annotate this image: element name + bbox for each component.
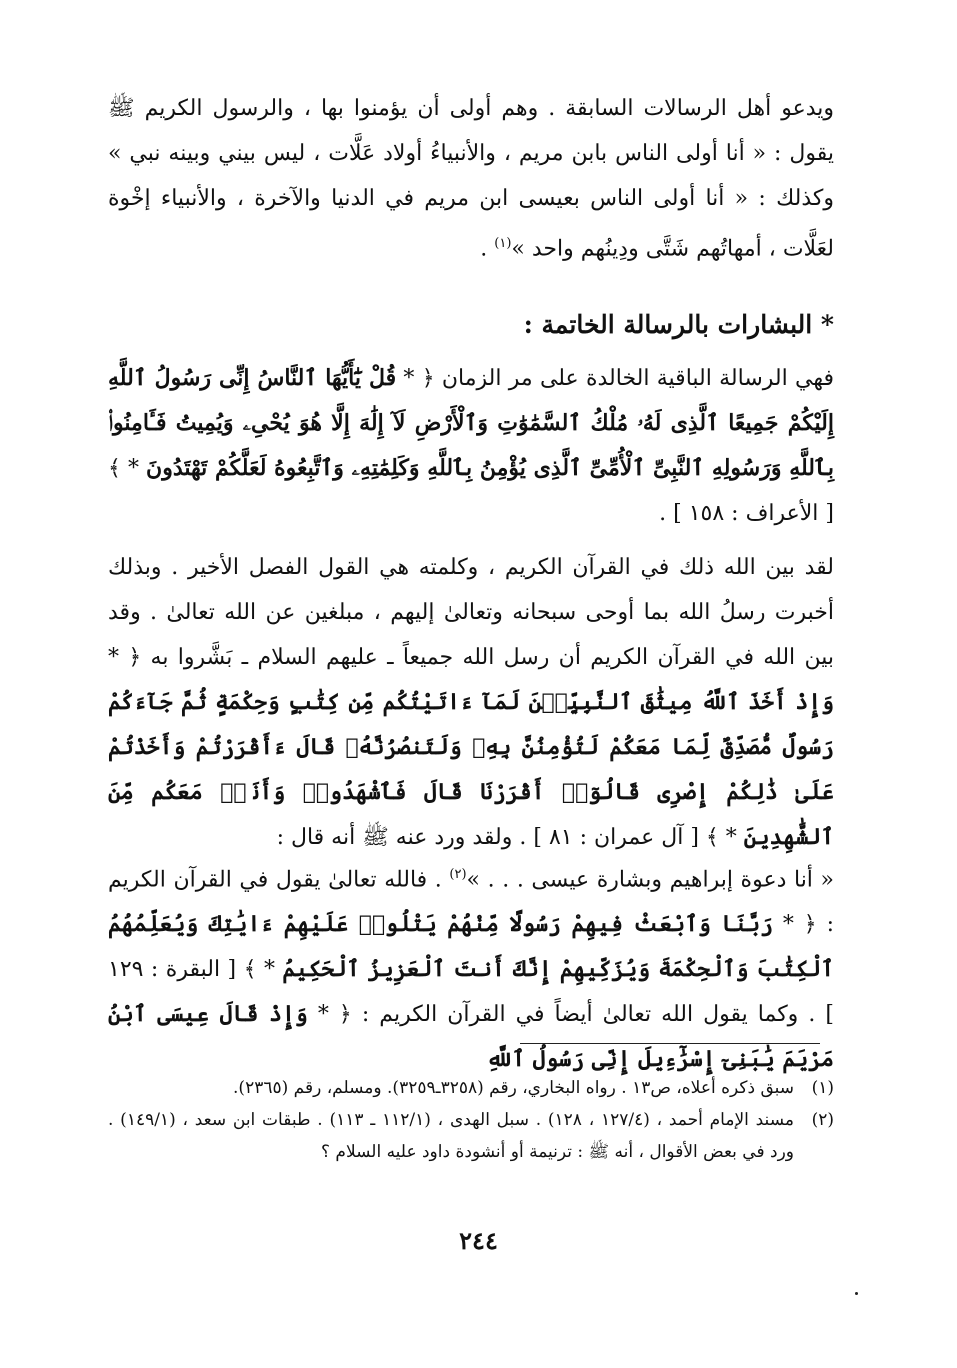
footnote-ref-1[interactable]: (١)	[494, 236, 512, 251]
footnote-item	[108, 1104, 834, 1168]
paragraph-messengers: لقد بين الله ذلك في القرآن الكريم ، وكلمته هي القول الفصل الأخير . وبذلك أخبرت رسلُ الله بما أوحى سبحانه وتعالىٰ إليهم ، مبلغين عن الله تعالىٰ . وقد بين الله في القرآن الكريم أن رسل الله جميعاً ـ عليهم السلام ـ بَشَّروا به ﴿ * وَإِذْ أَخَذَ ٱللَّهُ مِيثَٰقَ ٱلنَّبِيِّـۧنَ لَمَآ ءَاتَيْتُكُم مِّن كِتَٰبٍ وَحِكْمَةٍ ثُمَّ جَآءَكُمْ رَسُولٌ مُّصَدِّقٌ لِّمَا مَعَكُمْ لَتُؤْمِنُنَّ بِهِۦ وَلَتَنصُرُنَّهُۥ قَالَ ءَأَقْرَرْتُمْ وَأَخَذْتُمْ عَلَىٰ ذَٰلِكُمْ إِصْرِى قَالُوٓا۟ أَقْرَرْنَا قَالَ فَٱشْهَدُوا۟ وَأَنَا۠ مَعَكُم مِّنَ ٱلشَّٰهِدِينَ * ﴾ [ آل عمران : ٨١ ] . ولقد ورد عنه ﷺ أنه قال :	[108, 555, 834, 850]
footnote-number: (٢)	[811, 1110, 834, 1130]
quran-verse-saff: وَإِذْ قَالَ عِيسَى ٱبْنُ مَرْيَمَ يَٰبَنِىٓ إِسْرَٰٓءِيلَ إِنِّى رَسُولُ ٱللَّهِ	[108, 1001, 834, 1073]
paragraph-final-message: فهي الرسالة الباقية الخالدة على مر الزمان ﴿ * قُلْ يَٰٓأَيُّهَا ٱلنَّاسُ إِنِّى رَسُولُ ٱللَّهِ إِلَيْكُمْ جَمِيعًا ٱلَّذِى لَهُۥ مُلْكُ ٱلسَّمَٰوَٰتِ وَٱلْأَرْضِ لَآ إِلَٰهَ إِلَّا هُوَ يُحْىِۦ وَيُمِيتُ فَـَٔامِنُوا۟ بِٱللَّهِ وَرَسُولِهِ ٱلنَّبِىِّ ٱلْأُمِّىِّ ٱلَّذِى يُؤْمِنُ بِٱللَّهِ وَكَلِمَٰتِهِۦ وَٱتَّبِعُوهُ لَعَلَّكُمْ تَهْتَدُونَ * ﴾ [ الأعراف : ١٥٨ ] .	[108, 365, 834, 526]
quran-verse-al-imran: وَإِذْ أَخَذَ ٱللَّهُ مِيثَٰقَ ٱلنَّبِيِّـۧنَ لَمَآ ءَاتَيْتُكُم مِّن كِتَٰبٍ وَحِكْمَةٍ ثُمَّ جَآءَكُمْ رَسُولٌ مُّصَدِّقٌ لِّمَا مَعَكُمْ لَتُؤْمِنُنَّ بِهِۦ وَلَتَنصُرُنَّهُۥ قَالَ ءَأَقْرَرْتُمْ وَأَخَذْتُمْ عَلَىٰ ذَٰلِكُمْ إِصْرِى قَالُوٓا۟ أَقْرَرْنَا قَالَ فَٱشْهَدُوا۟ وَأَنَا۠ مَعَكُم مِّنَ ٱلشَّٰهِدِينَ	[108, 689, 834, 850]
footnote-ref-2[interactable]: (٢)	[449, 867, 467, 882]
footnote-number: (١)	[811, 1078, 834, 1098]
footnote-text: مسند الإمام أحمد ، (١٢٧/٤ ، ١٢٨) . سبل الهدى ، (١١٢/١ ـ ١١٣) . طبقات ابن سعد ، (١٤٩/١) . ورد في بعض الأقوال ، أنه ﷺ : ترنيمة أو أنشودة داود عليه السلام ؟	[108, 1110, 794, 1162]
quran-verse-baqarah: رَبَّنَا وَٱبْعَثْ فِيهِمْ رَسُولًا مِّنْهُمْ يَتْلُوا۟ عَلَيْهِمْ ءَايَٰتِكَ وَيُعَلِّمُهُمُ ٱلْكِتَٰبَ وَٱلْحِكْمَةَ وَيُزَكِّيهِمْ إِنَّكَ أَنتَ ٱلْعَزِيزُ ٱلْحَكِيمُ	[108, 911, 834, 983]
page-number: ٢٤٤	[459, 1226, 498, 1255]
quran-verse-araf: قُلْ يَٰٓأَيُّهَا ٱلنَّاسُ إِنِّى رَسُولُ ٱللَّهِ إِلَيْكُمْ جَمِيعًا ٱلَّذِى لَهُۥ مُلْكُ ٱلسَّمَٰوَٰتِ وَٱلْأَرْضِ لَآ إِلَٰهَ إِلَّا هُوَ يُحْىِۦ وَيُمِيتُ فَـَٔامِنُوا۟ بِٱللَّهِ وَرَسُولِهِ ٱلنَّبِىِّ ٱلْأُمِّىِّ ٱلَّذِى يُؤْمِنُ بِٱللَّهِ وَكَلِمَٰتِهِۦ وَٱتَّبِعُوهُ لَعَلَّكُمْ تَهْتَدُونَ	[108, 365, 834, 481]
footnote-item	[108, 1072, 834, 1104]
scan-speck	[855, 1292, 858, 1295]
footnote-text: سبق ذكره أعلاه، ص١٣ . رواه البخاري، رقم (٣٢٥٨ـ٣٢٥٩). ومسلم، رقم (٢٣٦٥).	[233, 1078, 794, 1098]
paragraph-intro: ويدعو أهل الرسالات السابقة . وهم أولى أن يؤمنوا بها ، والرسول الكريم ﷺ يقول : « أنا أولى الناس بابن مريم ، والأنبياءُ أولاد عَلَّات ، ليس بيني وبينه نبي » وكذلك : « أنا أولى الناس بعيسى ابن مريم في الدنيا والآخرة ، والأنبياء إخْوة لعَلَّات ، أمهاتُهم شَتَّى ودِينُهم واحد »$^{(١)}$ .	[108, 96, 834, 262]
section-heading: * البشارات بالرسالة الخاتمة :	[523, 310, 834, 339]
footnote-separator	[520, 1043, 820, 1044]
paragraph-ibrahim-dua: « أنا دعوة إبراهيم وبشارة عيسى . . . »$^{(٢)}$ . فالله تعالىٰ يقول في القرآن الكريم : ﴿ * رَبَّنَا وَٱبْعَثْ فِيهِمْ رَسُولًا مِّنْهُمْ يَتْلُوا۟ عَلَيْهِمْ ءَايَٰتِكَ وَيُعَلِّمُهُمُ ٱلْكِتَٰبَ وَٱلْحِكْمَةَ وَيُزَكِّيهِمْ إِنَّكَ أَنتَ ٱلْعَزِيزُ ٱلْحَكِيمُ * ﴾ [ البقرة : ١٢٩ ] . وكما يقول الله تعالىٰ أيضاً في القرآن الكريم : ﴿ * وَإِذْ قَالَ عِيسَى ٱبْنُ مَرْيَمَ يَٰبَنِىٓ إِسْرَٰٓءِيلَ إِنِّى رَسُولُ ٱللَّهِ	[108, 867, 835, 1073]
footnotes	[108, 1072, 834, 1168]
